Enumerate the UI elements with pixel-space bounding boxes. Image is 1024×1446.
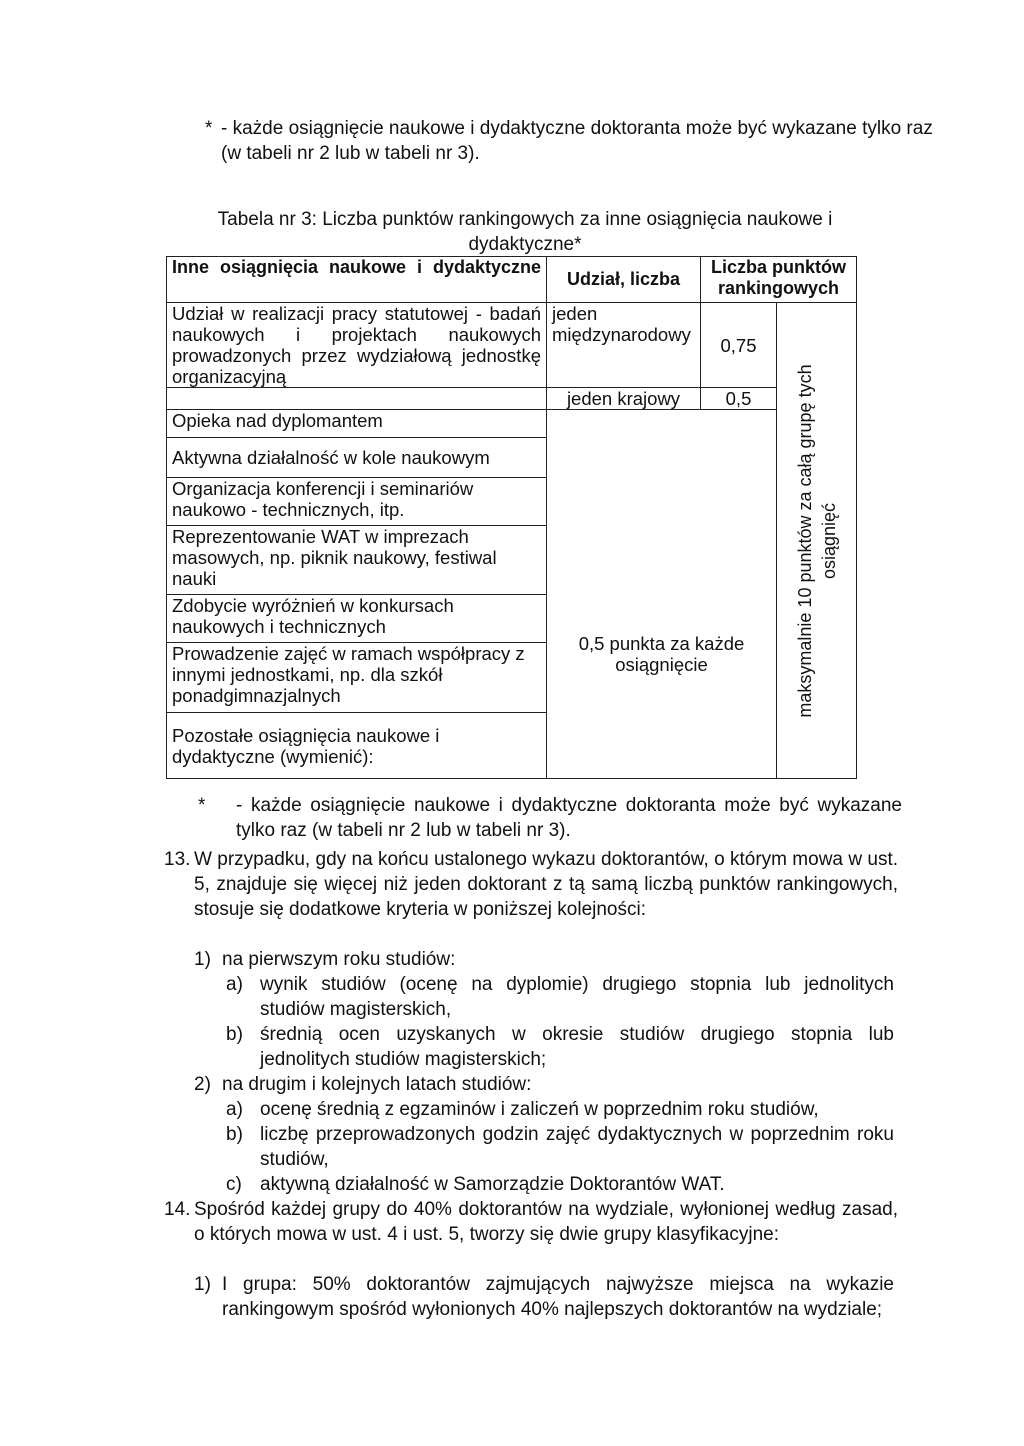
list-text: liczbę przeprowadzonych godzin zajęć dydaktycznych w poprzednim roku studiów,	[260, 1124, 894, 1170]
list-text: średnią ocen uzyskanych w okresie studiów drugiego stopnia lub jednolitych studiów magisterskich;	[260, 1024, 894, 1070]
row-label: Udział w realizacji pracy statutowej - badań naukowych i projektach naukowych prowadzonych przez wydziałową jednostkę organizacyjną	[167, 303, 547, 388]
list-number: 1)	[194, 949, 211, 970]
footnote-star: *	[198, 795, 206, 816]
list-number: 2)	[194, 1074, 211, 1095]
list-text: ocenę średnią z egzaminów i zaliczeń w poprzednim roku studiów,	[260, 1099, 819, 1120]
row-label: Aktywna działalność w kole naukowym	[167, 438, 547, 478]
participation-points: 0,5	[701, 388, 777, 410]
list-text: na pierwszym roku studiów:	[222, 949, 456, 970]
list-text: aktywną działalność w Samorządzie Doktorantów WAT.	[260, 1174, 725, 1195]
each-achievement-text: 0,5 punkta za każde osiągnięcie	[578, 633, 745, 675]
list-letter: c)	[226, 1174, 242, 1195]
list-item	[194, 947, 894, 972]
row-label: Reprezentowanie WAT w imprezach masowych, np. piknik naukowy, festiwal nauki	[167, 526, 547, 595]
list-item	[226, 1122, 894, 1172]
list-item	[226, 1022, 894, 1072]
participation-points: 0,75	[701, 303, 777, 388]
table-caption: Tabela nr 3: Liczba punktów rankingowych za inne osiągnięcia naukowe i dydaktyczne*	[217, 209, 833, 255]
list-letter: a)	[226, 1099, 243, 1120]
header-participation: Udział, liczba	[547, 257, 701, 303]
list-number: 1)	[194, 1274, 211, 1295]
list-letter: a)	[226, 974, 243, 995]
row-label: Opieka nad dyplomantem	[167, 410, 547, 438]
ranking-points-table	[166, 256, 857, 779]
paragraph-text: Spośród każdej grupy do 40% doktorantów na wydziale, wyłonionej według zasad, o których mowa w ust. 4 i ust. 5, tworzy się dwie grupy klasyfikacyjne:	[194, 1199, 898, 1245]
list-text: I grupa: 50% doktorantów zajmujących najwyższe miejsca na wykazie rankingowym spośród wyłonionych 40% najlepszych doktorantów na wydziale;	[222, 1274, 894, 1320]
list-item	[226, 972, 894, 1022]
footnote-top	[205, 116, 945, 166]
row-label: Zdobycie wyróżnień w konkursach naukowych i technicznych	[167, 595, 547, 643]
list-item	[194, 1272, 894, 1322]
paragraph-text: W przypadku, gdy na końcu ustalonego wykazu doktorantów, o którym mowa w ust. 5, znajduje się więcej niż jeden doktorant z tą samą liczbą punktów rankingowych, stosuje się dodatkowe kryteria w poniższej kolejności:	[194, 849, 898, 920]
paragraph-14	[164, 1197, 898, 1247]
paragraph-number: 14.	[164, 1199, 191, 1220]
paragraph-number: 13.	[164, 849, 191, 870]
footnote-star: *	[205, 118, 213, 139]
footnote-bottom	[170, 793, 902, 843]
header-achievements: Inne osiągnięcia naukowe i dydaktyczne	[167, 257, 547, 303]
each-achievement-points	[547, 410, 777, 779]
row-label	[167, 388, 547, 410]
participation-type: jeden krajowy	[547, 388, 701, 410]
row-label: Prowadzenie zajęć w ramach współpracy z innymi jednostkami, np. dla szkół ponadgimnazjalnych	[167, 643, 547, 713]
list-text: wynik studiów (ocenę na dyplomie) drugiego stopnia lub jednolitych studiów magisterskich,	[260, 974, 894, 1020]
list-letter: b)	[226, 1124, 243, 1145]
header-points: Liczba punktów rankingowych	[701, 257, 857, 303]
list-item	[226, 1097, 894, 1122]
list-letter: b)	[226, 1024, 243, 1045]
participation-type: jeden międzynarodowy	[547, 303, 701, 388]
list-text: na drugim i kolejnych latach studiów:	[222, 1074, 532, 1095]
footnote-text: - każde osiągnięcie naukowe i dydaktyczne doktoranta może być wykazane tylko raz (w tabeli nr 2 lub w tabeli nr 3).	[221, 118, 933, 164]
max-points-note: maksymalnie 10 punktów za całą grupę tych osiągnięć	[794, 363, 839, 718]
list-item	[194, 1072, 894, 1097]
footnote-text: - każde osiągnięcie naukowe i dydaktyczne doktoranta może być wykazane tylko raz (w tabeli nr 2 lub w tabeli nr 3).	[236, 795, 902, 841]
paragraph-13	[164, 847, 898, 922]
max-points-cell	[777, 303, 857, 779]
row-label: Pozostałe osiągnięcia naukowe i dydaktyczne (wymienić):	[167, 713, 547, 779]
row-label: Organizacja konferencji i seminariów naukowo - technicznych, itp.	[167, 478, 547, 526]
list-item	[226, 1172, 894, 1197]
